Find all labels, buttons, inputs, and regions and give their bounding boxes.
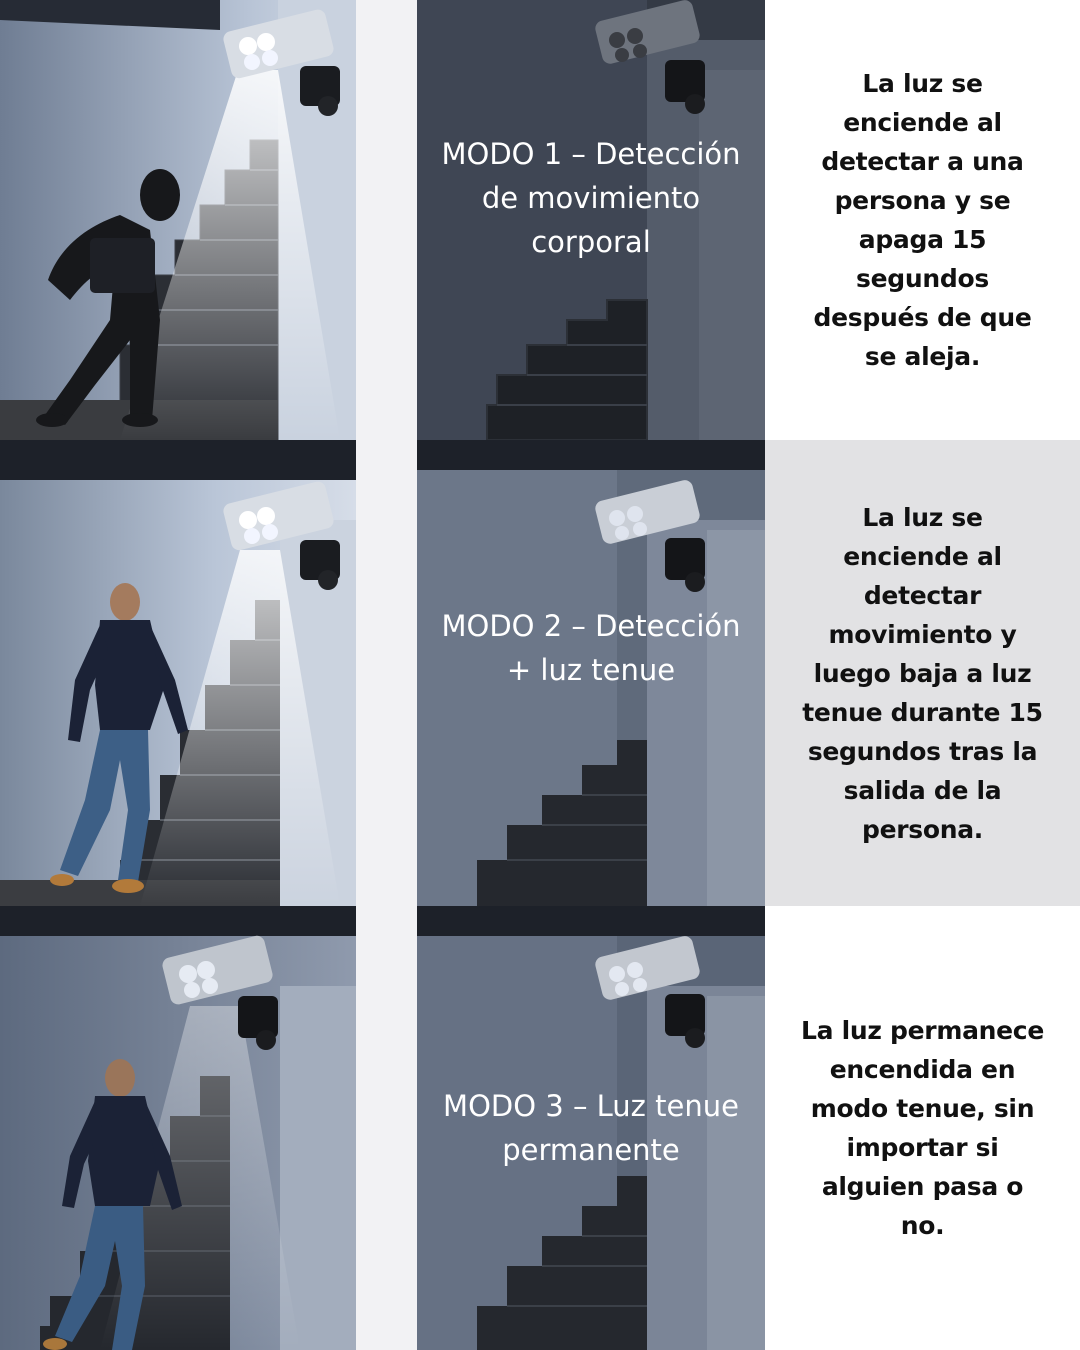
scene-lit-walker: [0, 440, 356, 906]
scene-dim-mode-3: [417, 906, 765, 1350]
gutter: [356, 440, 417, 906]
gutter: [356, 906, 417, 1350]
mode-row-2: [0, 440, 1080, 906]
mode-row-1: [0, 0, 1080, 440]
mode-description-panel: [765, 0, 1080, 440]
mode-title: MODO 2 – Detección + luz tenue: [441, 609, 741, 687]
scene-dark-mode-2: [417, 440, 765, 906]
mode-description-panel: [765, 906, 1080, 1350]
mode-description-panel: [765, 440, 1080, 906]
gutter: [356, 0, 417, 440]
mode-description: La luz se enciende al detectar movimiento y luego baja a luz tenue durante 15 segundos tras la salida de la persona.: [802, 502, 1043, 844]
mode-title: MODO 1 – Detección de movimiento corporal: [441, 137, 741, 259]
scene-dark-mode-1: [417, 0, 765, 440]
mode-row-3: [0, 906, 1080, 1350]
mode-description: La luz permanece encendida en modo tenue, sin importar si alguien pasa o no.: [801, 1016, 1044, 1240]
scene-lit-burglar: [0, 0, 356, 440]
scene-dim-walker: [0, 906, 356, 1350]
mode-description: La luz se enciende al detectar a una persona y se apaga 15 segundos después de que se aleja.: [813, 69, 1032, 371]
mode-title: MODO 3 – Luz tenue permanente: [443, 1089, 739, 1167]
